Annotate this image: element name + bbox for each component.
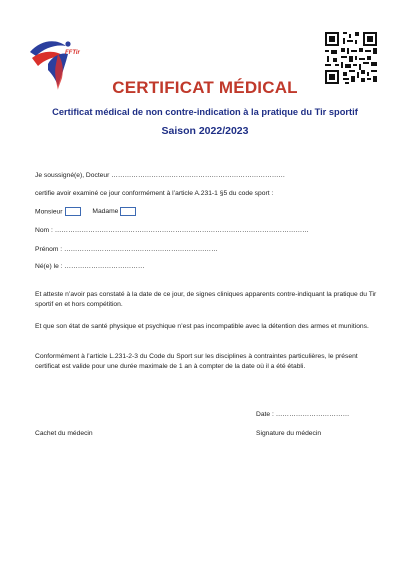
attestation-paragraph: Et atteste n’avoir pas constaté à la date de ce jour, de signes cliniques apparents contre-indiquant la pratique du Tir sportif en et hors compétition. [35, 291, 377, 308]
page-title: CERTIFICAT MÉDICAL [112, 78, 298, 97]
signature-label: Signature du médecin [256, 430, 322, 437]
stamp-label: Cachet du médecin [35, 430, 93, 437]
validity-paragraph: Conformément à l’article L.231-2-3 du Code du Sport sur les disciplines à contraintes particulières, le présent certificat est valide pour une durée maximale de 1 an à compter de la date où il a été établi. [35, 353, 358, 370]
madame-checkbox[interactable] [120, 207, 136, 216]
monsieur-checkbox[interactable] [65, 207, 81, 216]
nom-field[interactable]: Nom : …………………………………………………………………………………………………… [35, 227, 309, 234]
birthdate-field[interactable]: Né(e) le : ……………………………… [35, 263, 145, 270]
monsieur-label: Monsieur [35, 208, 63, 216]
svg-text:FFTir: FFTir [65, 50, 80, 56]
date-field[interactable]: Date : …………………………… [256, 411, 350, 418]
gender-row [35, 207, 142, 216]
qr-code-icon [325, 32, 377, 84]
certify-line: certifie avoir examiné ce jour conformément à l’article A.231-1 §5 du code sport : [35, 190, 274, 197]
prenom-field[interactable]: Prénom : …………………………………………………………… [35, 246, 218, 253]
madame-label: Madame [92, 208, 119, 216]
season-label: Saison 2022/2023 [161, 125, 249, 137]
doctor-line: Je soussigné(e), Docteur …………………………………………………………………… [35, 172, 286, 179]
health-paragraph: Et que son état de santé physique et psychique n’est pas incompatible avec la détention des armes et munitions. [35, 323, 369, 330]
document-subtitle: Certificat médical de non contre-indication à la pratique du Tir sportif [52, 107, 358, 117]
